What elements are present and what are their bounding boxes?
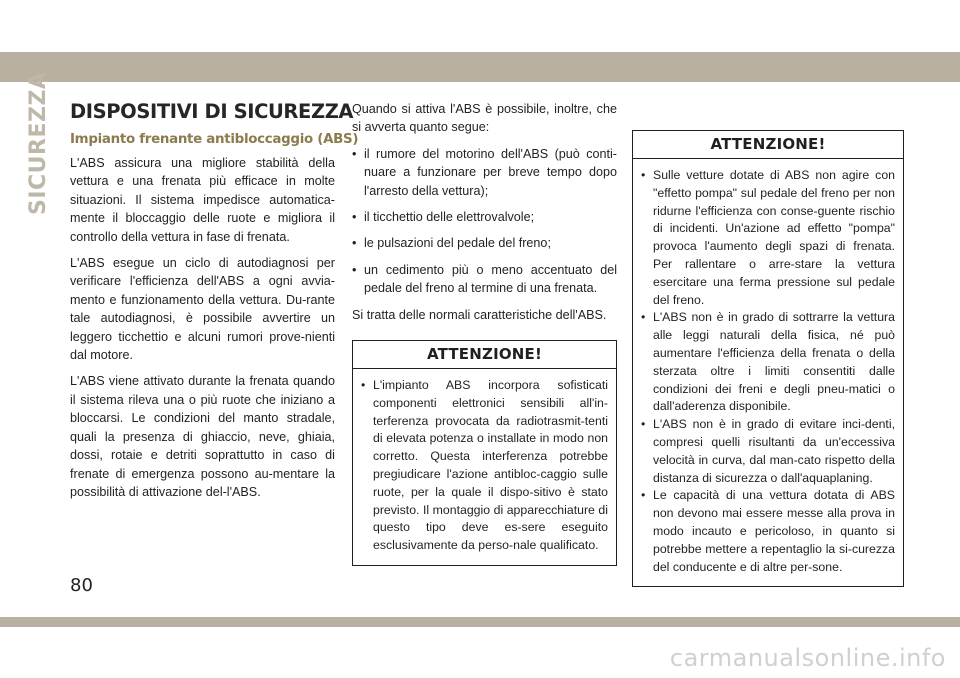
column-left [70, 100, 359, 509]
watermark-url: carmanualsonline.info [669, 644, 946, 672]
list-item: • le pulsazioni del pedale del freno; [352, 234, 617, 252]
warning-list [633, 159, 903, 586]
paragraph-abs-intro: L'ABS assicura una migliore stabilità della vettura e una frenata più efficace in molte situazioni. Il sistema impedisce automatica-mente il bloccaggio delle ruote e migliora il controllo della vettura in fase di frenata. [70, 156, 335, 244]
warning-item: • L'impianto ABS incorpora sofisticati componenti elettronici sensibili all'in-terferenza provocata da radiotrasmit-tenti di elevata potenza o installate in modo non corretto. Questa interferenza potrebbe pregiudicare l'azione antibloc-caggio sulle ruote, per la quale il dispo-sitivo è stato previsto. Il montaggio di apparecchiature di questo tipo deve es-sere eseguito esclusivamente da perso-nale qualificato. [361, 377, 608, 555]
warning-item: • Le capacità di una vettura dotata di ABS non devono mai essere messe alla prova in modo incauto e pericoloso, in quanto si potrebbe mettere a repentaglio la si-curezza del conducente e di altre per-sone. [641, 487, 895, 576]
paragraph-abs-normal: Si tratta delle normali caratteristiche dell'ABS. [352, 307, 607, 322]
footer-band [0, 617, 960, 627]
warning-item: • L'ABS non è in grado di sottrarre la vettura alle leggi naturali della fisica, né può aumentare l'efficienza della frenata o della sterzata oltre i limiti consentiti dalle condizioni dei freni e degli pneu-matici o dall'aderenza disponibile. [641, 309, 895, 416]
abs-effects-list [352, 145, 617, 298]
warning-header: ATTENZIONE! [633, 131, 903, 159]
section-tab: SICUREZZA [26, 71, 51, 215]
list-item: • un cedimento più o meno accentuato del pedale del freno al termine di una frenata. [352, 261, 617, 298]
page-title: DISPOSITIVI DI SICUREZZA [70, 100, 354, 123]
warning-item: • L'ABS non è in grado di evitare inci-denti, compresi quelli risultanti da un'eccessiva velocità in curva, dal man-cato rispetto della distanza di sicurezza o dall'aquaplaning. [641, 416, 895, 487]
paragraph-abs-effects-intro: Quando si attiva l'ABS è possibile, inoltre, che si avverta quanto segue: [352, 102, 617, 135]
warning-item: • Sulle vetture dotate di ABS non agire con "effetto pompa" sul pedale del freno per non ridurne l'efficienza con conse-guente rischio di incidenti. Un'azione ad effetto "pompa" provoca l'aumento degli spazi di frenata. Per rallentare o arre-stare la vettura esercitare una ferma pressione sul pedale del freno. [641, 167, 895, 309]
warning-box-abs-limits [632, 130, 904, 587]
column-middle [352, 100, 617, 332]
page-number: 80 [70, 575, 93, 596]
list-item: • il ticchettio delle elettrovalvole; [352, 208, 617, 226]
paragraph-abs-selftest: L'ABS esegue un ciclo di autodiagnosi per verificare l'efficienza dell'ABS a ogni avvia-mento e funzionamento della vettura. Du-rante tale autodiagnosi, è possibile avvertire un leggero ticchettio e alcuni rumori prove-nienti dal motore. [70, 256, 335, 363]
section-subheading: Impianto frenante antibloccaggio (ABS) [70, 132, 359, 147]
paragraph-abs-activation: L'ABS viene attivato durante la frenata quando il sistema rileva una o più ruote che iniziano a bloccarsi. Le condizioni del manto stradale, quali la presenza di ghiaccio, neve, ghiaia, dossi, rotaie e detriti soprattutto in caso di frenate di emergenza possono au-mentare la possibilità di attivazione del-l'ABS. [70, 374, 335, 499]
warning-list [353, 369, 616, 565]
warning-header: ATTENZIONE! [353, 341, 616, 369]
warning-box-interference [352, 340, 617, 566]
list-item: • il rumore del motorino dell'ABS (può conti-nuare a funzionare per breve tempo dopo l'arresto della vettura); [352, 145, 617, 200]
header-band [0, 52, 960, 82]
